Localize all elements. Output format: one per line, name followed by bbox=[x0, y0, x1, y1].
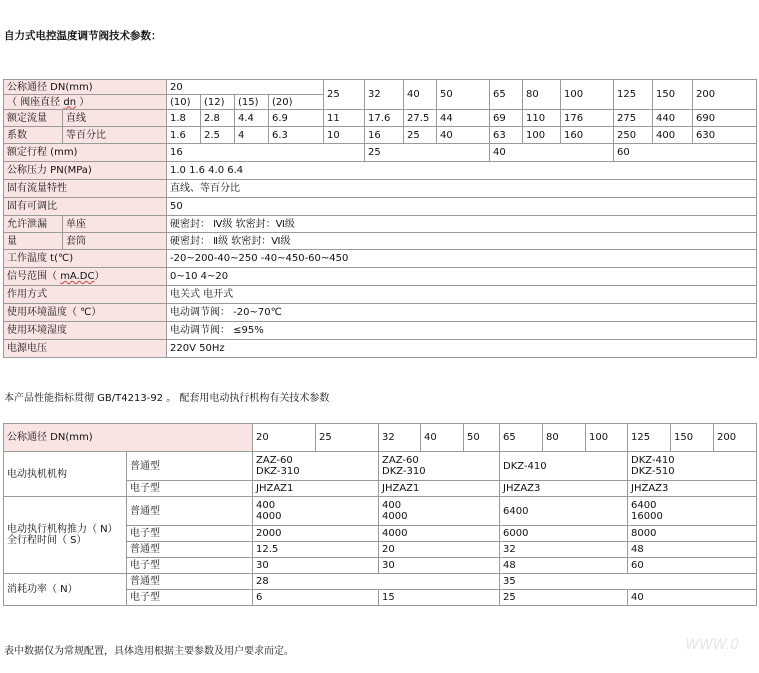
straight-cell: 44 bbox=[437, 110, 490, 127]
straight-cell: 2.8 bbox=[201, 110, 235, 127]
dn-cell: 40 bbox=[404, 80, 437, 110]
thrust-normal: 400 4000 bbox=[379, 497, 500, 526]
time-elec: 48 bbox=[500, 558, 628, 574]
dn2-cell: 100 bbox=[586, 424, 628, 452]
leak-label-b: 量 bbox=[4, 233, 63, 250]
normal-type: 普通型 bbox=[127, 574, 253, 590]
sleeve-label: 套筒 bbox=[63, 233, 167, 250]
seat-cell: (10) bbox=[167, 95, 201, 110]
seat-cell: (12) bbox=[201, 95, 235, 110]
act-elec: JHZAZ3 bbox=[628, 481, 757, 497]
straight-cell: 110 bbox=[523, 110, 561, 127]
seat-cell: (20) bbox=[269, 95, 324, 110]
straight-cell: 27.5 bbox=[404, 110, 437, 127]
dn2-cell: 125 bbox=[628, 424, 671, 452]
equal-cell: 63 bbox=[490, 127, 523, 144]
thrust-label: 电动执行机构推力（ N） 全行程时间（ S） bbox=[4, 497, 127, 574]
dn2-cell: 25 bbox=[316, 424, 379, 452]
dn-cell: 125 bbox=[614, 80, 653, 110]
seat-label: （ 阀座直径 dn ） bbox=[4, 95, 167, 110]
thrust-normal: 6400 16000 bbox=[628, 497, 757, 526]
act-normal: DKZ-410 DKZ-510 bbox=[628, 452, 757, 481]
pressure-value: 1.0 1.6 4.0 6.4 bbox=[167, 162, 757, 180]
equal-cell: 1.6 bbox=[167, 127, 201, 144]
normal-type: 普通型 bbox=[127, 542, 253, 558]
normal-type: 普通型 bbox=[127, 452, 253, 481]
thrust-elec: 8000 bbox=[628, 526, 757, 542]
equal-cell: 4 bbox=[235, 127, 269, 144]
equal-cell: 40 bbox=[437, 127, 490, 144]
dn-label: 公称通径 DN(mm) bbox=[4, 80, 167, 95]
act-elec: JHZAZ1 bbox=[379, 481, 500, 497]
dn2-cell: 80 bbox=[543, 424, 586, 452]
straight-cell: 69 bbox=[490, 110, 523, 127]
thrust-elec: 4000 bbox=[379, 526, 500, 542]
straight-cell: 176 bbox=[561, 110, 614, 127]
thrust-normal: 400 4000 bbox=[253, 497, 379, 526]
time-normal: 48 bbox=[628, 542, 757, 558]
action-label: 作用方式 bbox=[4, 286, 167, 304]
straight-cell: 17.6 bbox=[365, 110, 404, 127]
dn2-cell: 40 bbox=[421, 424, 464, 452]
temp-label: 工作温度 t(℃) bbox=[4, 250, 167, 268]
watermark: WWW.0 bbox=[685, 637, 739, 653]
time-normal: 32 bbox=[500, 542, 628, 558]
straight-cell: 690 bbox=[693, 110, 757, 127]
dn2-cell: 150 bbox=[671, 424, 714, 452]
leak-label-a: 允许泄漏 bbox=[4, 216, 63, 233]
time-elec: 30 bbox=[253, 558, 379, 574]
power-normal: 28 bbox=[253, 574, 500, 590]
power-elec: 25 bbox=[500, 590, 628, 606]
power-value: 220V 50Hz bbox=[167, 340, 757, 358]
equal-cell: 100 bbox=[523, 127, 561, 144]
straight-cell: 4.4 bbox=[235, 110, 269, 127]
equal-cell: 630 bbox=[693, 127, 757, 144]
straight-cell: 11 bbox=[324, 110, 365, 127]
humid-label: 使用环境湿度 bbox=[4, 322, 167, 340]
stroke-cell: 25 bbox=[365, 144, 490, 162]
valve-spec-table bbox=[3, 79, 757, 358]
time-elec: 60 bbox=[628, 558, 757, 574]
envtemp-label: 使用环境温度（ ℃） bbox=[4, 304, 167, 322]
flowchar-label: 固有流量特性 bbox=[4, 180, 167, 198]
dn-cell: 65 bbox=[490, 80, 523, 110]
range-label: 固有可调比 bbox=[4, 198, 167, 216]
single-seat-value: 硬密封： Ⅳ级 软密封：Ⅵ级 bbox=[167, 216, 757, 233]
thrust-elec: 2000 bbox=[253, 526, 379, 542]
dn-cell: 32 bbox=[365, 80, 404, 110]
normal-type: 普通型 bbox=[127, 497, 253, 526]
dn-cell: 80 bbox=[523, 80, 561, 110]
power-elec: 15 bbox=[379, 590, 500, 606]
equal-cell: 10 bbox=[324, 127, 365, 144]
electronic-type: 电子型 bbox=[127, 526, 253, 542]
equal-cell: 250 bbox=[614, 127, 653, 144]
envtemp-value: 电动调节阀： -20~70℃ bbox=[167, 304, 757, 322]
power-elec: 40 bbox=[628, 590, 757, 606]
equal-cell: 2.5 bbox=[201, 127, 235, 144]
humid-value: 电动调节阀： ≤95% bbox=[167, 322, 757, 340]
straight-label: 直线 bbox=[63, 110, 167, 127]
dn-cell: 150 bbox=[653, 80, 693, 110]
stroke-cell: 40 bbox=[490, 144, 614, 162]
thrust-elec: 6000 bbox=[500, 526, 628, 542]
dn2-cell: 50 bbox=[464, 424, 500, 452]
electronic-type: 电子型 bbox=[127, 558, 253, 574]
actuator-spec-table bbox=[3, 423, 757, 606]
pressure-label: 公称压力 PN(MPa) bbox=[4, 162, 167, 180]
sleeve-value: 硬密封： Ⅱ级 软密封：Ⅵ级 bbox=[167, 233, 757, 250]
dn-cell: 200 bbox=[693, 80, 757, 110]
electronic-type: 电子型 bbox=[127, 481, 253, 497]
power-elec: 6 bbox=[253, 590, 379, 606]
flowchar-value: 直线、等百分比 bbox=[167, 180, 757, 198]
action-value: 电关式 电开式 bbox=[167, 286, 757, 304]
signal-value: 0~10 4~20 bbox=[167, 268, 757, 286]
equal-cell: 6.3 bbox=[269, 127, 324, 144]
temp-value: -20~200-40~250 -40~450-60~450 bbox=[167, 250, 757, 268]
act-normal: ZAZ-60 DKZ-310 bbox=[253, 452, 379, 481]
act-elec: JHZAZ3 bbox=[500, 481, 628, 497]
seat-cell: (15) bbox=[235, 95, 269, 110]
dn2-cell: 32 bbox=[379, 424, 421, 452]
power-normal: 35 bbox=[500, 574, 757, 590]
act-normal: ZAZ-60 DKZ-310 bbox=[379, 452, 500, 481]
dn-20: 20 bbox=[167, 80, 324, 95]
dn-cell: 25 bbox=[324, 80, 365, 110]
consumption-label: 消耗功率（ N） bbox=[4, 574, 127, 606]
single-seat-label: 单座 bbox=[63, 216, 167, 233]
standard-note: 本产品性能指标贯彻 GB/T4213-92 。 配套用电动执行机构有关技术参数 bbox=[4, 393, 330, 404]
time-normal: 20 bbox=[379, 542, 500, 558]
range-value: 50 bbox=[167, 198, 757, 216]
equal-cell: 25 bbox=[404, 127, 437, 144]
flow-label-a: 额定流量 bbox=[4, 110, 63, 127]
equal-cell: 400 bbox=[653, 127, 693, 144]
straight-cell: 6.9 bbox=[269, 110, 324, 127]
time-normal: 12.5 bbox=[253, 542, 379, 558]
stroke-label: 额定行程 (mm) bbox=[4, 144, 167, 162]
footer-note: 表中数据仅为常规配置，具体选用根据主要参数及用户要求而定。 bbox=[4, 646, 294, 657]
equal-label: 等百分比 bbox=[63, 127, 167, 144]
stroke-cell: 60 bbox=[614, 144, 757, 162]
page-heading: 自力式电控温度调节阀技术参数： bbox=[4, 30, 162, 42]
equal-cell: 16 bbox=[365, 127, 404, 144]
dn-cell: 100 bbox=[561, 80, 614, 110]
equal-cell: 160 bbox=[561, 127, 614, 144]
time-elec: 30 bbox=[379, 558, 500, 574]
dn-cell: 50 bbox=[437, 80, 490, 110]
dn2-cell: 20 bbox=[253, 424, 316, 452]
straight-cell: 275 bbox=[614, 110, 653, 127]
dn2-cell: 200 bbox=[714, 424, 757, 452]
dn2-cell: 65 bbox=[500, 424, 543, 452]
act-elec: JHZAZ1 bbox=[253, 481, 379, 497]
flow-label-b: 系数 bbox=[4, 127, 63, 144]
signal-label: 信号范围（ mA.DC） bbox=[4, 268, 167, 286]
power-label: 电源电压 bbox=[4, 340, 167, 358]
thrust-normal: 6400 bbox=[500, 497, 628, 526]
stroke-cell: 16 bbox=[167, 144, 365, 162]
straight-cell: 1.8 bbox=[167, 110, 201, 127]
act-normal: DKZ-410 bbox=[500, 452, 628, 481]
actuator-label: 电动执机机构 bbox=[4, 452, 127, 497]
straight-cell: 440 bbox=[653, 110, 693, 127]
dn-label-2: 公称通径 DN(mm) bbox=[4, 424, 253, 452]
electronic-type: 电子型 bbox=[127, 590, 253, 606]
